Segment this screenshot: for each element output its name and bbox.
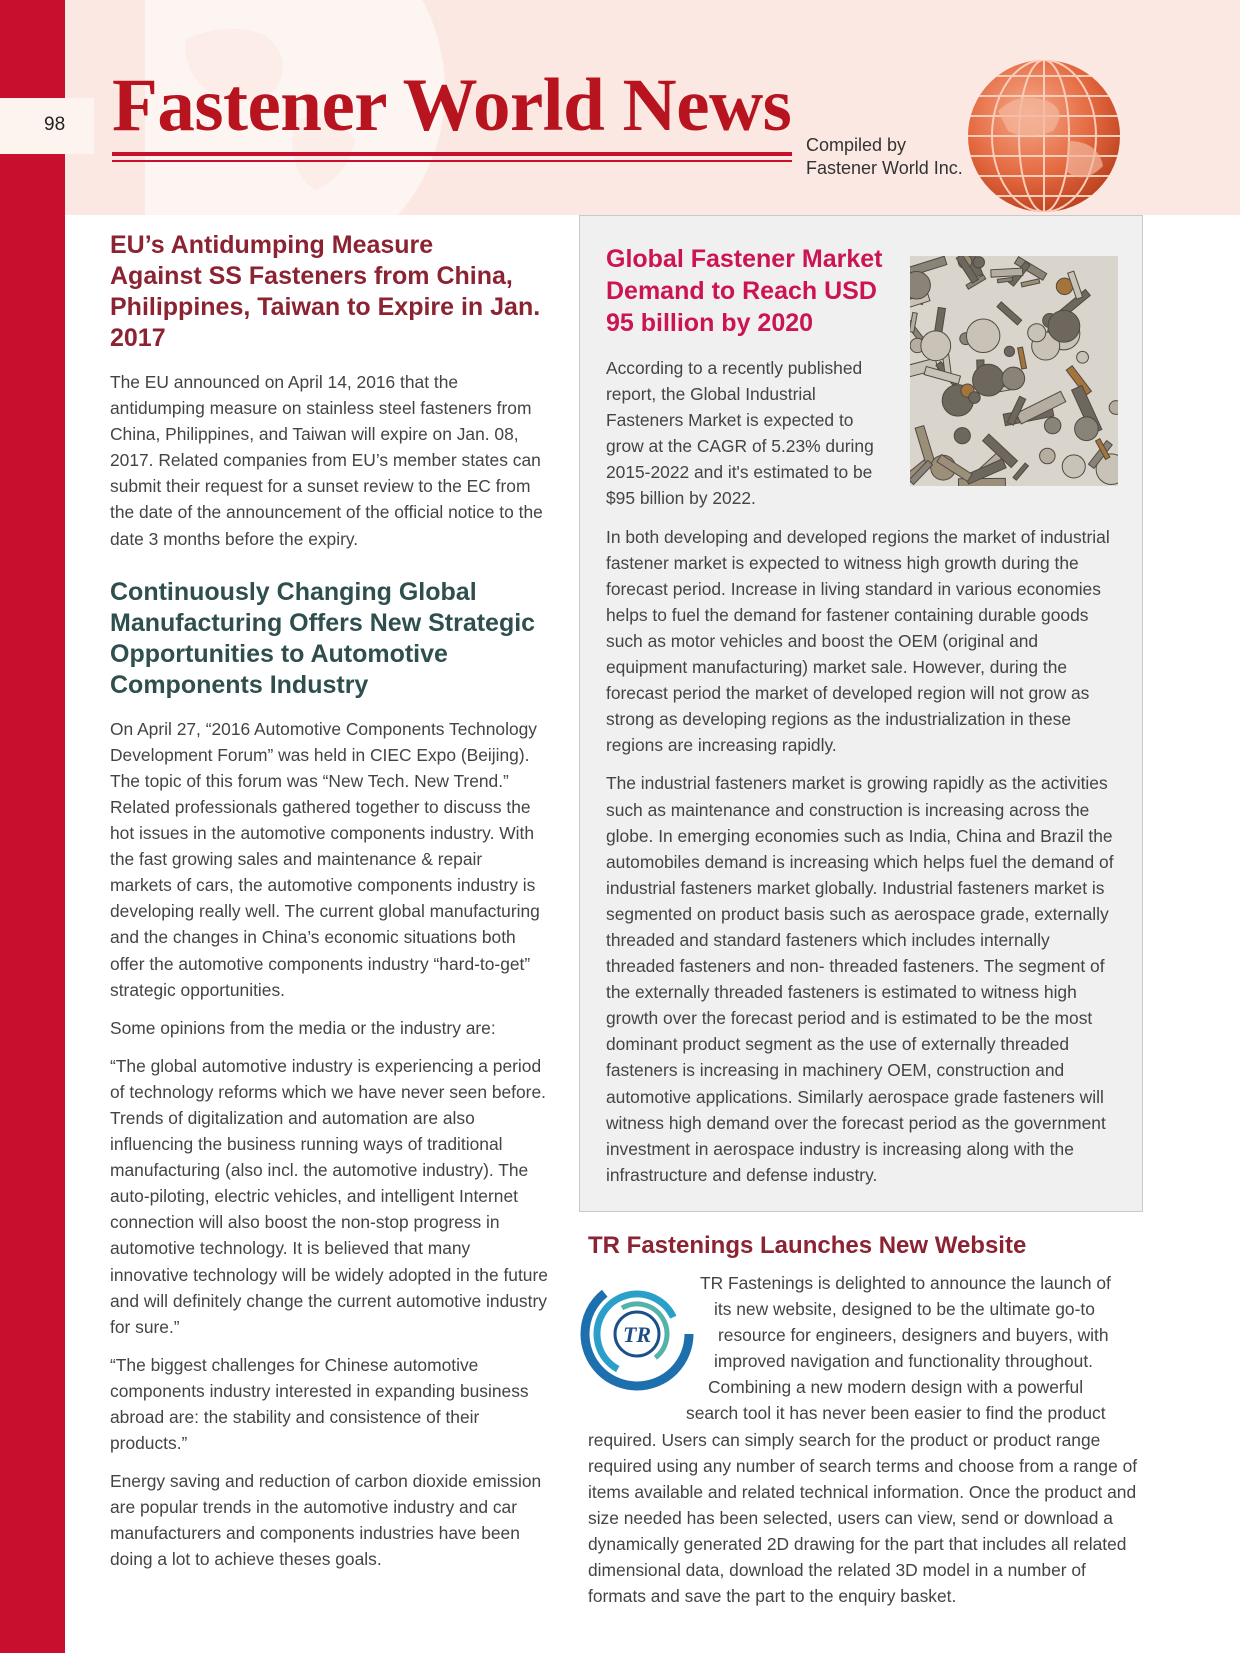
svg-text:TR: TR: [622, 1322, 652, 1347]
title-rule-thin: [112, 160, 792, 162]
global-paragraph-3: The industrial fasteners market is growing rapidly as the activities such as maintenance and construction is increasing across the globe. In emerging economies such as India, China and Brazil the automobiles demand is increasing which helps fuel the demand of industrial fasteners market globally. Industrial fasteners market is segmented on product basis such as aerospace grade, externally threaded and standard fasteners which includes internally threaded fasteners and non- threaded fasteners. The segment of the externally threaded fasteners is estimated to witness high growth over the forecast period and is estimated to be the most dominant product segment as the use of externally threaded fasteners is increasing in machinery OEM, construction and automotive applications. Similarly aerospace grade fasteners will witness high demand over the forecast period as the government investment in aerospace industry is increasing along with the infrastructure and defense industry.: [606, 773, 1114, 1185]
global-market-box: [579, 215, 1143, 1212]
automotive-headline: Continuously Changing Global Manufacturing Offers New Strategic Opportunities to Automotive Components Industry: [110, 577, 536, 699]
publication-title: Fastener World News: [112, 64, 792, 147]
eu-headline: EU’s Antidumping Measure Against SS Fasteners from China, Philippines, Taiwan to Expire in Jan. 2017: [110, 231, 541, 352]
page-number: 98: [44, 114, 66, 135]
tr-article: [588, 1230, 1148, 1609]
globe-icon: [958, 56, 1130, 216]
eu-body: The EU announced on April 14, 2016 that the antidumping measure on stainless steel fasteners from China, Philippines, and Taiwan will expire on Jan. 08, 2017. Related companies from EU’s member states can submit their request for a sunset review to the EC from the date of the announcement of the official notice to the date 3 months before the expiry.: [110, 372, 543, 549]
left-column: [110, 230, 548, 1573]
automotive-paragraph-2: Some opinions from the media or the industry are:: [110, 1017, 496, 1038]
compiled-by: Compiled by Fastener World Inc.: [806, 135, 963, 178]
automotive-paragraph-4: “The biggest challenges for Chinese automotive components industry interested in expanding business abroad are: the stability and consistence of their products.”: [110, 1354, 529, 1454]
title-rule: [112, 152, 792, 156]
global-headline: Global Fastener Market Demand to Reach USD 95 billion by 2020: [606, 245, 883, 337]
automotive-paragraph-3: “The global automotive industry is experiencing a period of technology reforms which we have never seen before. Trends of digitalization and automation are also influencing the business running ways of traditional manufacturing (also incl. the automotive industry). The auto-piloting, electric vehicles, and intelligent Internet connection will also boost the non-stop progress in automotive technology. It is believed that many innovative technology will be widely adopted in the future and will definitely change the current automotive industry for sure.”: [110, 1055, 548, 1337]
global-paragraph-2: In both developing and developed regions the market of industrial fastener market is expected to witness high growth during the forecast period. Increase in living standard in various economies helps to fuel the demand for fastener containing durable goods such as motor vehicles and boost the OEM (original and equipment manufacturing) market sale. However, during the forecast period the market of developed region will not grow as strong as developing regions as the industrialization in these regions are increasing rapidly.: [606, 526, 1110, 756]
tr-body: TR Fastenings is delighted to announce the launch of its new website, designed to be the ultimate go-to resource for engineers, designers and buyers, with improved navigation and functionality throughout. Combining a new modern design with a powerful search tool it has never been easier to find the product required. Users can simply search for the product or product range required using any number of search terms and choose from a range of items available and related technical information. Once the product and size needed has been selected, users can view, send or download a dynamically generated 2D drawing for the part that includes all related dimensional data, download the related 3D model in a number of formats and save the part to the enquiry basket.: [588, 1273, 1138, 1607]
automotive-paragraph-1: On April 27, “2016 Automotive Components Technology Development Forum” was held in CIEC Expo (Beijing). The topic of this forum was “New Tech. New Trend.” Related professionals gathered together to discuss the hot issues in the automotive components industry. With the fast growing sales and maintenance & repair markets of cars, the automotive components industry is developing really well. The current global manufacturing and the changes in China’s economic situations both offer the automotive components industry “hard-to-get” strategic opportunities.: [110, 718, 540, 1000]
automotive-paragraph-5: Energy saving and reduction of carbon dioxide emission are popular trends in the automotive industry and car manufacturers and components industries have been doing a lot to achieve theses goals.: [110, 1471, 542, 1570]
global-paragraph-1: According to a recently published report, the Global Industrial Fasteners Market is expected to grow at the CAGR of 5.23% during 2015-2022 and it's estimated to be $95 billion by 2022.: [606, 358, 874, 509]
tr-headline: TR Fastenings Launches New Website: [588, 1232, 1027, 1259]
left-red-bar: [0, 0, 65, 1653]
